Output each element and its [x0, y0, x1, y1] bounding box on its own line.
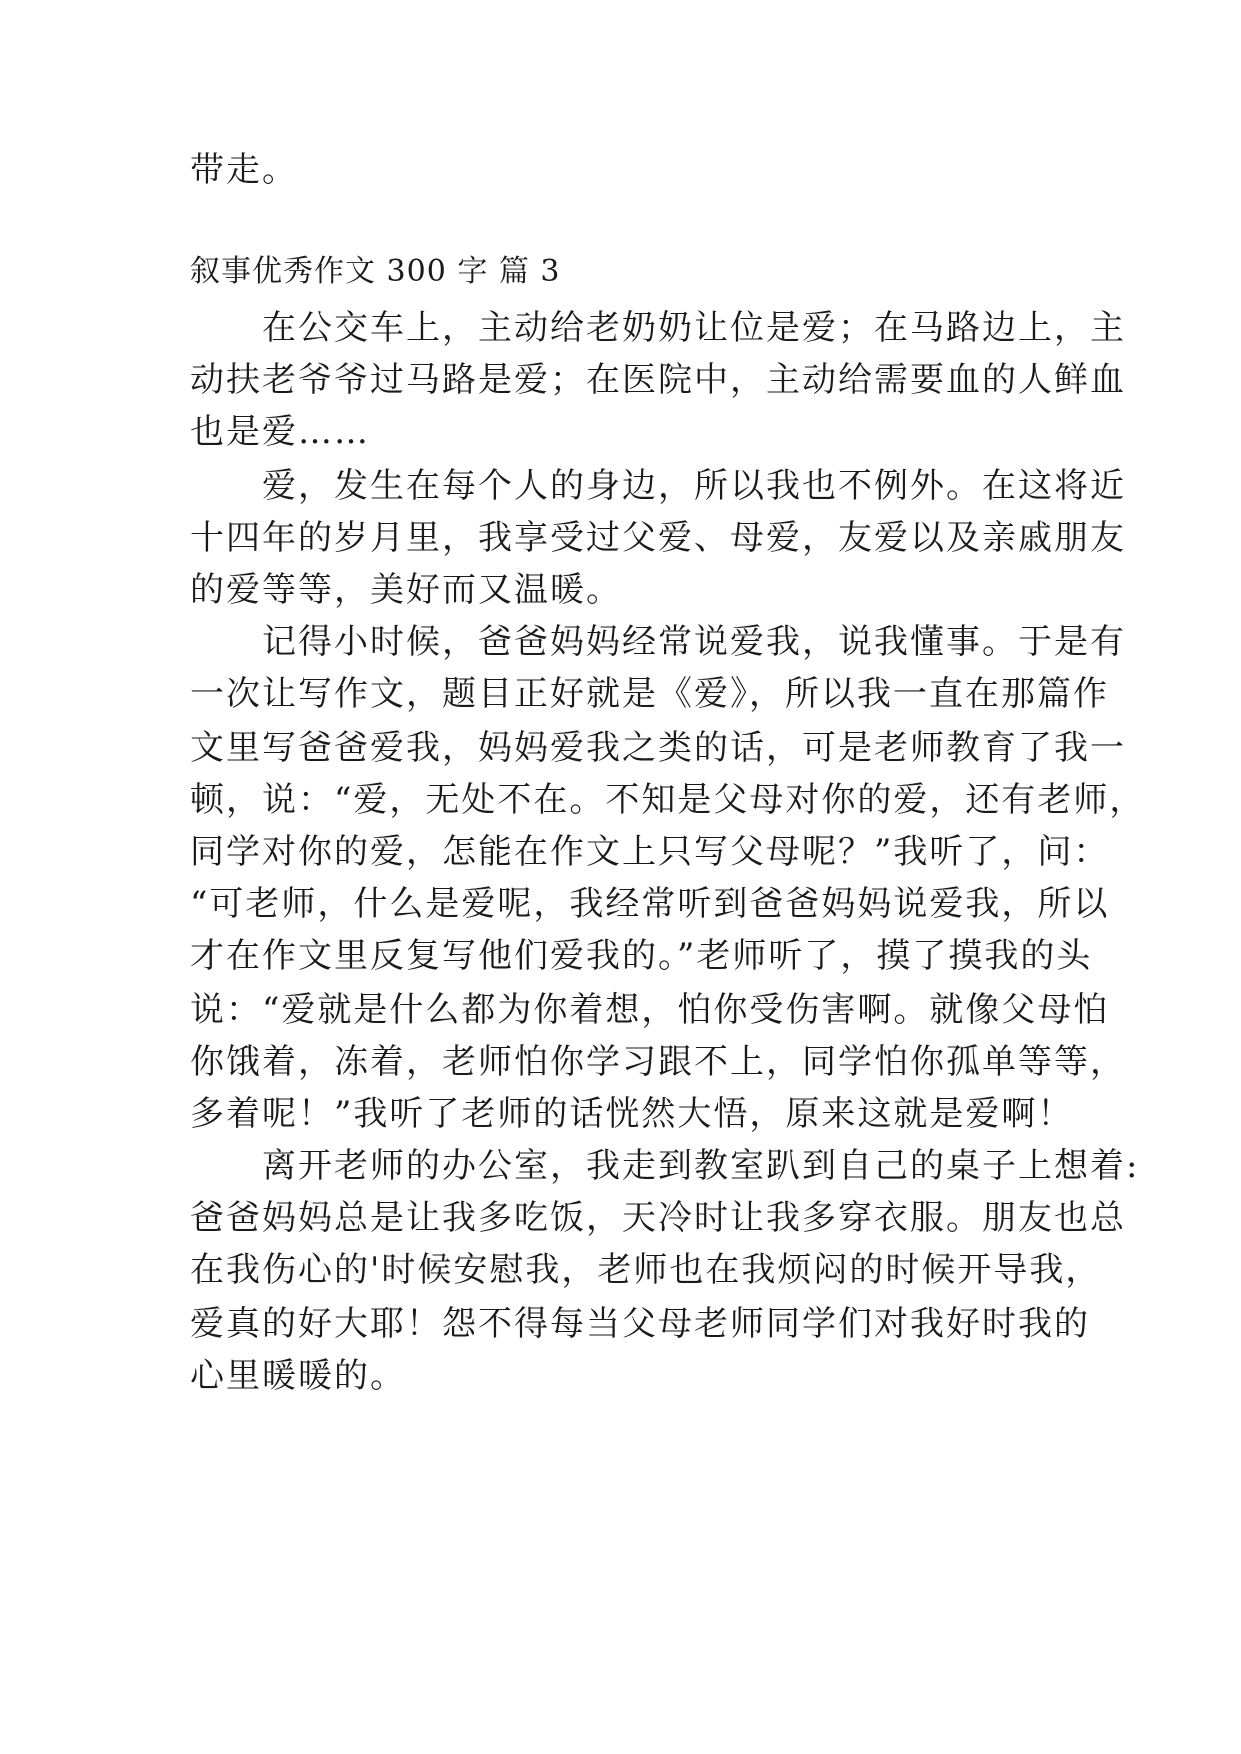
- text-line: 爱真的好大耶！怨不得每当父母老师同学们对我好时我的: [190, 1304, 1090, 1344]
- text-line: 你饿着，冻着，老师怕你学习跟不上，同学怕你孤单等等，: [190, 1042, 1126, 1082]
- text-line: 才在作文里反复写他们爱我的。”老师听了，摸了摸我的头: [190, 936, 1093, 976]
- text-line: 同学对你的爱，怎能在作文上只写父母呢？”我听了，问：: [190, 832, 1110, 872]
- text-line: 爸爸妈妈总是让我多吃饭，天冷时让我多穿衣服。朋友也总: [190, 1198, 1126, 1238]
- text-line: 说：“爱就是什么都为你着想，怕你受伤害啊。就像父母怕: [190, 990, 1110, 1030]
- text-line: 多着呢！”我听了老师的话恍然大悟，原来这就是爱啊！: [190, 1094, 1074, 1134]
- text-line: 心里暖暖的。: [190, 1356, 406, 1396]
- text-line: 记得小时候，爸爸妈妈经常说爱我，说我懂事。于是有: [190, 622, 1126, 662]
- text-line: “可老师，什么是爱呢，我经常听到爸爸妈妈说爱我，所以: [190, 884, 1110, 924]
- text-line: 文里写爸爸爱我，妈妈爱我之类的话，可是老师教育了我一: [190, 728, 1126, 768]
- text-line: 在我伤心的'时候安慰我，老师也在我烦闷的时候开导我，: [190, 1250, 1102, 1290]
- text-line: 在公交车上，主动给老奶奶让位是爱；在马路边上，主: [190, 308, 1126, 348]
- text-line: 的爱等等，美好而又温暖。: [190, 570, 622, 610]
- text-line: 动扶老爷爷过马路是爱；在医院中，主动给需要血的人鲜血: [190, 360, 1126, 400]
- text-line: 十四年的岁月里，我享受过父爱、母爱，友爱以及亲戚朋友: [190, 518, 1126, 558]
- text-line: 一次让写作文，题目正好就是《爱》，所以我一直在那篇作: [190, 674, 1109, 714]
- section-heading: 叙事优秀作文 300 字 篇 3: [190, 254, 561, 289]
- text-line: 也是爱……: [190, 412, 370, 452]
- text-line: 离开老师的办公室，我走到教室趴到自己的桌子上想着:: [190, 1146, 1140, 1186]
- continuation-text: 带走。: [190, 150, 298, 190]
- text-line: 爱，发生在每个人的身边，所以我也不例外。在这将近: [190, 466, 1126, 506]
- text-line: 顿，说：“爱，无处不在。不知是父母对你的爱，还有老师，: [190, 780, 1146, 820]
